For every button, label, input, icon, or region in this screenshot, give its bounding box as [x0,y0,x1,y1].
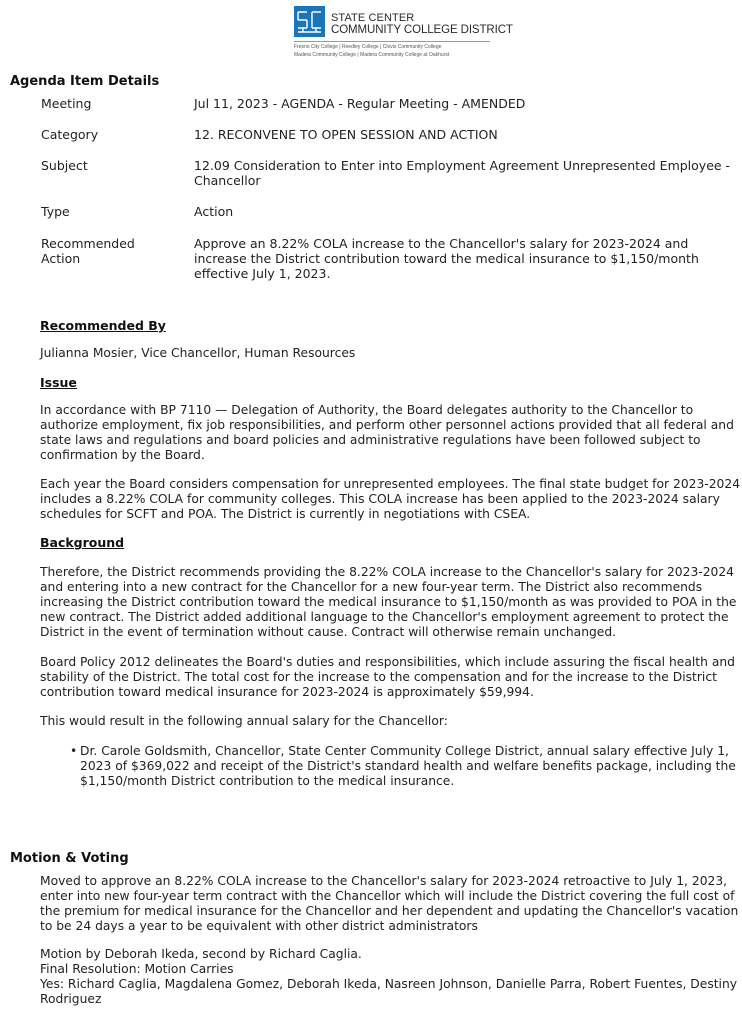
recommended-by-text: Julianna Mosier, Vice Chancellor, Human Resources [40,346,356,360]
issue-paragraph-1: In accordance with BP 7110 — Delegation of Authority, the Board delegates authority to the Chancellor to authorize employment, fix job responsibilities, and perform other personnel actions provided that all federal and state laws and regulations and board policies and administrative regulations have been followed subject to confirmation by the Board. [40,403,734,462]
agenda-item-details-heading: Agenda Item Details [10,74,160,89]
yes-votes: Yes: Richard Caglia, Magdalena Gomez, Deborah Ikeda, Nasreen Johnson, Danielle Parra, Robert Fuentes, Destiny Rodriguez [40,977,738,1006]
detail-label: Category [41,127,99,142]
background-paragraph-3: This would result in the following annual salary for the Chancellor: [40,714,448,728]
background-paragraph-1: Therefore, the District recommends providing the 8.22% COLA increase to the Chancellor's salary for 2023-2024 and entering into a new contract for the Chancellor for a new four-year term. The District also recommends increasing the District contribution toward the medical insurance to $1,150/month as was provided to POA in the new contract. The District added additional language to the Chancellor's employment agreement to protect the District in the event of termination without cause. Contract will otherwise remain unchanged. [40,565,737,639]
detail-label: Subject [41,158,88,173]
chancellor-salary-list [70,744,740,789]
colleges-line1: Fresno City College | Reedley College | Clovis Community College [294,44,442,50]
sccd-logo-icon [294,6,325,37]
detail-label: Meeting [41,96,92,111]
motion-voting-heading: Motion & Voting [10,851,129,866]
bullet-icon: • [70,744,78,758]
motion-by: Motion by Deborah Ikeda, second by Richard Caglia. [40,947,362,961]
list-item [70,744,740,789]
detail-value: 12. RECONVENE TO OPEN SESSION AND ACTION [194,127,498,142]
org-name-line1: STATE CENTER [331,12,415,24]
detail-label: Type [41,204,70,219]
recommended-by-heading: Recommended By [40,318,166,333]
background-heading: Background [40,535,125,550]
detail-value: Jul 11, 2023 - AGENDA - Regular Meeting - AMENDED [194,96,526,111]
background-paragraph-2: Board Policy 2012 delineates the Board's duties and responsibilities, which include assuring the fiscal health and stability of the District. The total cost for the increase to the compensation and for the increase to the District contribution toward medical insurance for 2023-2024 is approximately $59,994. [40,655,735,699]
list-item-text: Dr. Carole Goldsmith, Chancellor, State Center Community College District, annual salary effective July 1, 2023 of $369,022 and receipt of the District's standard health and welfare benefits package, including the $1,150/month District contribution to the medical insurance. [80,744,736,788]
detail-value: Approve an 8.22% COLA increase to the Chancellor's salary for 2023-2024 and increase the District contribution toward the medical insurance to $1,150/month effective July 1, 2023. [194,236,699,281]
detail-value: 12.09 Consideration to Enter into Employment Agreement Unrepresented Employee - Chancellor [194,158,731,188]
colleges-line2: Madera Community College | Madera Community College at Oakhurst [294,52,450,58]
detail-label: Recommended Action [41,236,135,266]
motion-text: Moved to approve an 8.22% COLA increase to the Chancellor's salary for 2023-2024 retroactive to July 1, 2023, enter into new four-year term contract with the Chancellor which will include the District covering the full cost of the premium for medical insurance for the Chancellor and her dependent and updating the Chancellor's vacation to be 24 days a year to be equivalent with other district administrators [40,874,739,933]
issue-heading: Issue [40,375,77,390]
page-header [0,4,742,64]
issue-paragraph-2: Each year the Board considers compensation for unrepresented employees. The final state budget for 2023-2024 includes a 8.22% COLA for community colleges. This COLA increase has been applied to the 2023-2024 salary schedules for SCFT and POA. The District is currently in negotiations with CSEA. [40,477,741,521]
logo-divider [294,41,490,42]
final-resolution: Final Resolution: Motion Carries [40,962,234,976]
detail-value: Action [194,204,234,219]
org-name-line2: COMMUNITY COLLEGE DISTRICT [331,24,513,36]
